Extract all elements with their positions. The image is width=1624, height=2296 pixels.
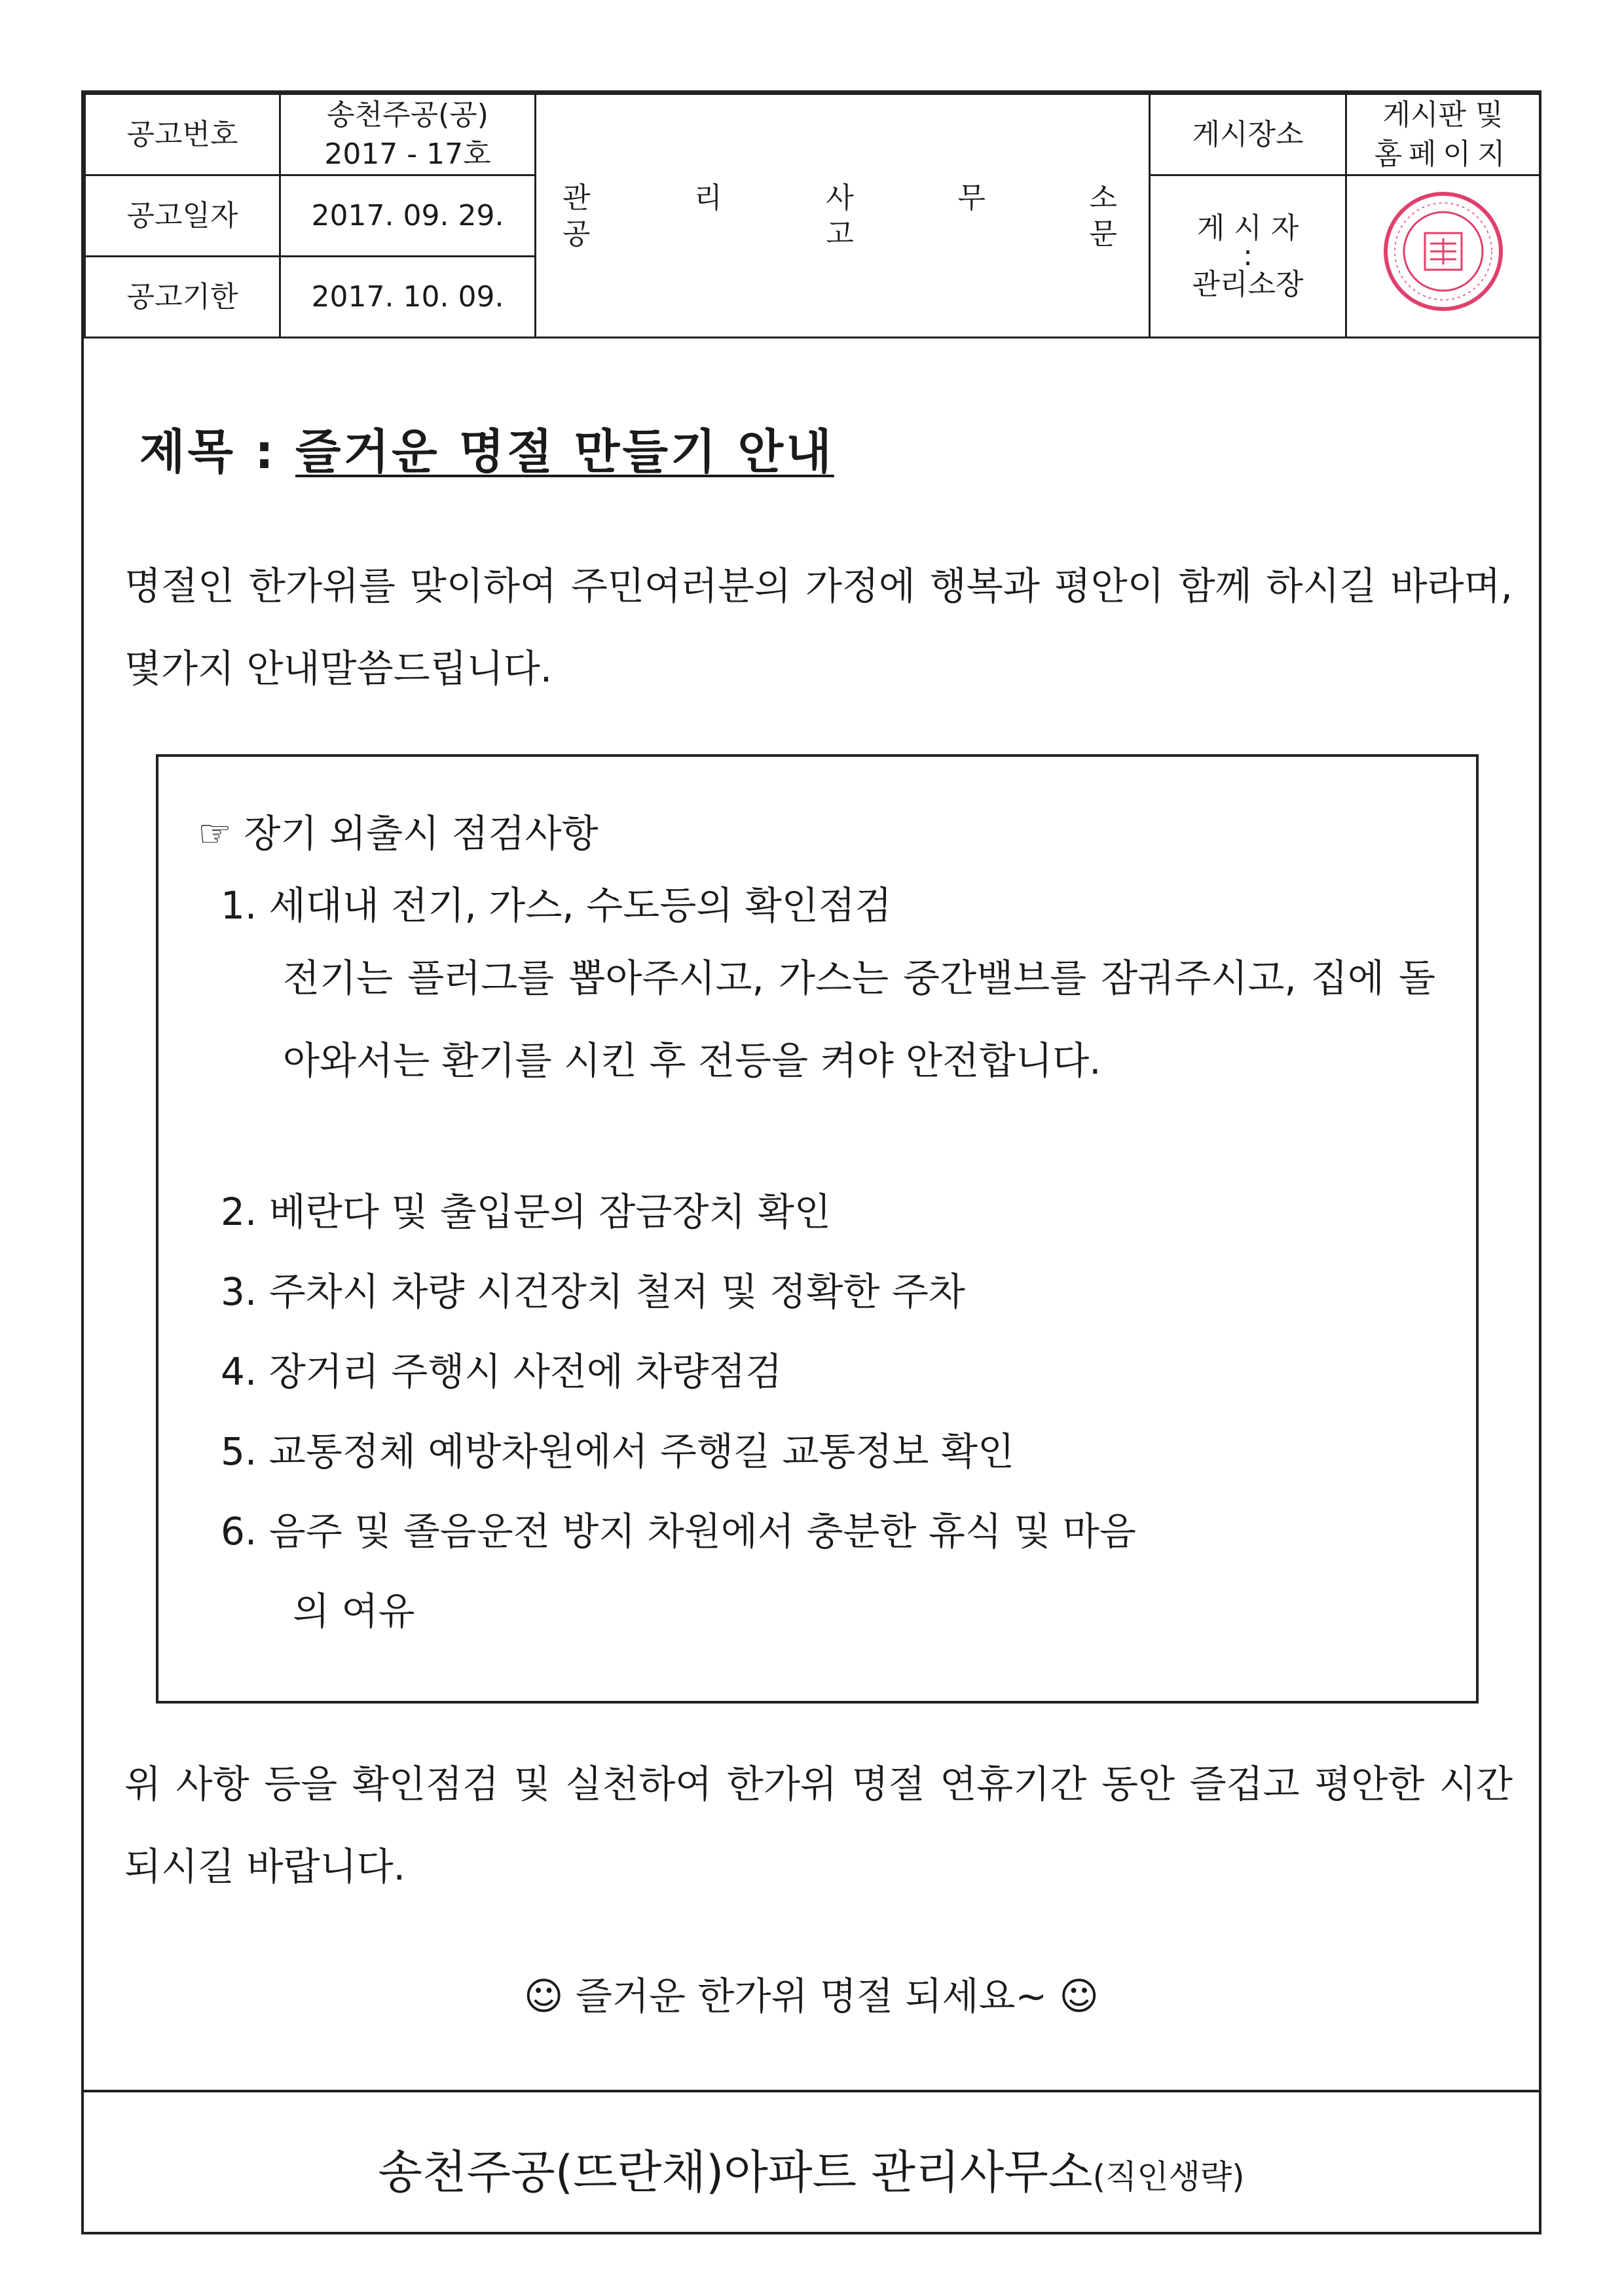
closing-message: ☺ 즐거운 한가위 명절 되세요~ ☺ [523, 1974, 1099, 2018]
title-char: 리 [694, 181, 722, 215]
title-char: 고 [826, 217, 854, 251]
poster-colon: : [1243, 239, 1253, 273]
title-char: 공 [563, 217, 591, 251]
footer-note: (직인생략) [1092, 2158, 1245, 2196]
header-table [84, 93, 1541, 338]
notice-no-line1: 송천주공(공) [327, 98, 489, 132]
deadline-label: 공고기한 [85, 257, 280, 338]
title-char: 사 [826, 181, 854, 215]
checklist-box [156, 754, 1479, 1704]
footer-divider [84, 2090, 1539, 2092]
title-line2 [536, 216, 1149, 252]
place-line1: 게시판 및 [1382, 98, 1504, 132]
place [1346, 94, 1540, 175]
outro-paragraph: 위 사항 등을 확인점검 및 실천하여 한가위 명절 연휴기간 동안 즐겁고 평안한 시간 되시길 바랍니다. [124, 1762, 1513, 1889]
subject [139, 414, 834, 482]
checklist-item-continuation: 의 여유 [293, 1589, 415, 1633]
subject-prefix: 제목 : [139, 424, 296, 479]
poster [1150, 175, 1346, 338]
checklist-item: 4. 장거리 주행시 사전에 차량점검 [221, 1349, 783, 1394]
notice-document [81, 90, 1541, 2234]
place-label: 게시장소 [1150, 94, 1346, 175]
checklist-item: 1. 세대내 전기, 가스, 수도등의 확인점검 [221, 883, 892, 928]
deadline: 2017. 10. 09. [280, 257, 536, 338]
notice-date-label: 공고일자 [85, 175, 280, 257]
document-title [536, 94, 1150, 338]
poster-name: 관리소장 [1192, 267, 1304, 301]
checklist-item: 3. 주차시 차량 시건장치 철저 및 정확한 주차 [221, 1269, 965, 1314]
title-char: 소 [1089, 181, 1117, 215]
subject-text: 즐거운 명절 만들기 안내 [295, 424, 834, 479]
title-char: 무 [957, 181, 986, 215]
poster-label: 게 시 자 [1196, 211, 1299, 245]
title-char: 문 [1089, 217, 1117, 251]
checklist-item: 2. 베란다 및 출입문의 잠금장치 확인 [221, 1190, 831, 1234]
footer-name: 송천주공(뜨란채)아파트 관리사무소 [378, 2145, 1093, 2199]
notice-no [280, 94, 536, 175]
place-line2: 홈페이지 [1374, 137, 1512, 171]
title-char: 관 [563, 181, 591, 215]
checklist-item-detail: 전기는 플러그를 뽑아주시고, 가스는 중간밸브를 잠궈주시고, 집에 돌아와서는 환기를 시킨 후 전등을 켜야 안전합니다. [283, 956, 1435, 1083]
stamp-cell [1346, 175, 1540, 338]
checklist-item: 6. 음주 및 졸음운전 방지 차원에서 충분한 휴식 및 마음 [221, 1509, 1136, 1554]
title-line1 [536, 180, 1149, 216]
intro-paragraph: 명절인 한가위를 맞이하여 주민여러분의 가정에 행복과 평안이 함께 하시길 바라며, 몇가지 안내말씀드립니다. [124, 564, 1513, 691]
checklist-heading: ☞ 장기 외출시 점검사항 [198, 811, 599, 856]
notice-no-label: 공고번호 [85, 94, 280, 175]
footer [84, 2136, 1539, 2202]
checklist-item: 5. 교통정체 예방차원에서 주행길 교통정보 확인 [221, 1429, 1015, 1474]
notice-no-line2: 2017 - 17호 [324, 137, 491, 171]
notice-date: 2017. 09. 29. [280, 175, 536, 257]
official-seal-icon [1378, 186, 1509, 317]
